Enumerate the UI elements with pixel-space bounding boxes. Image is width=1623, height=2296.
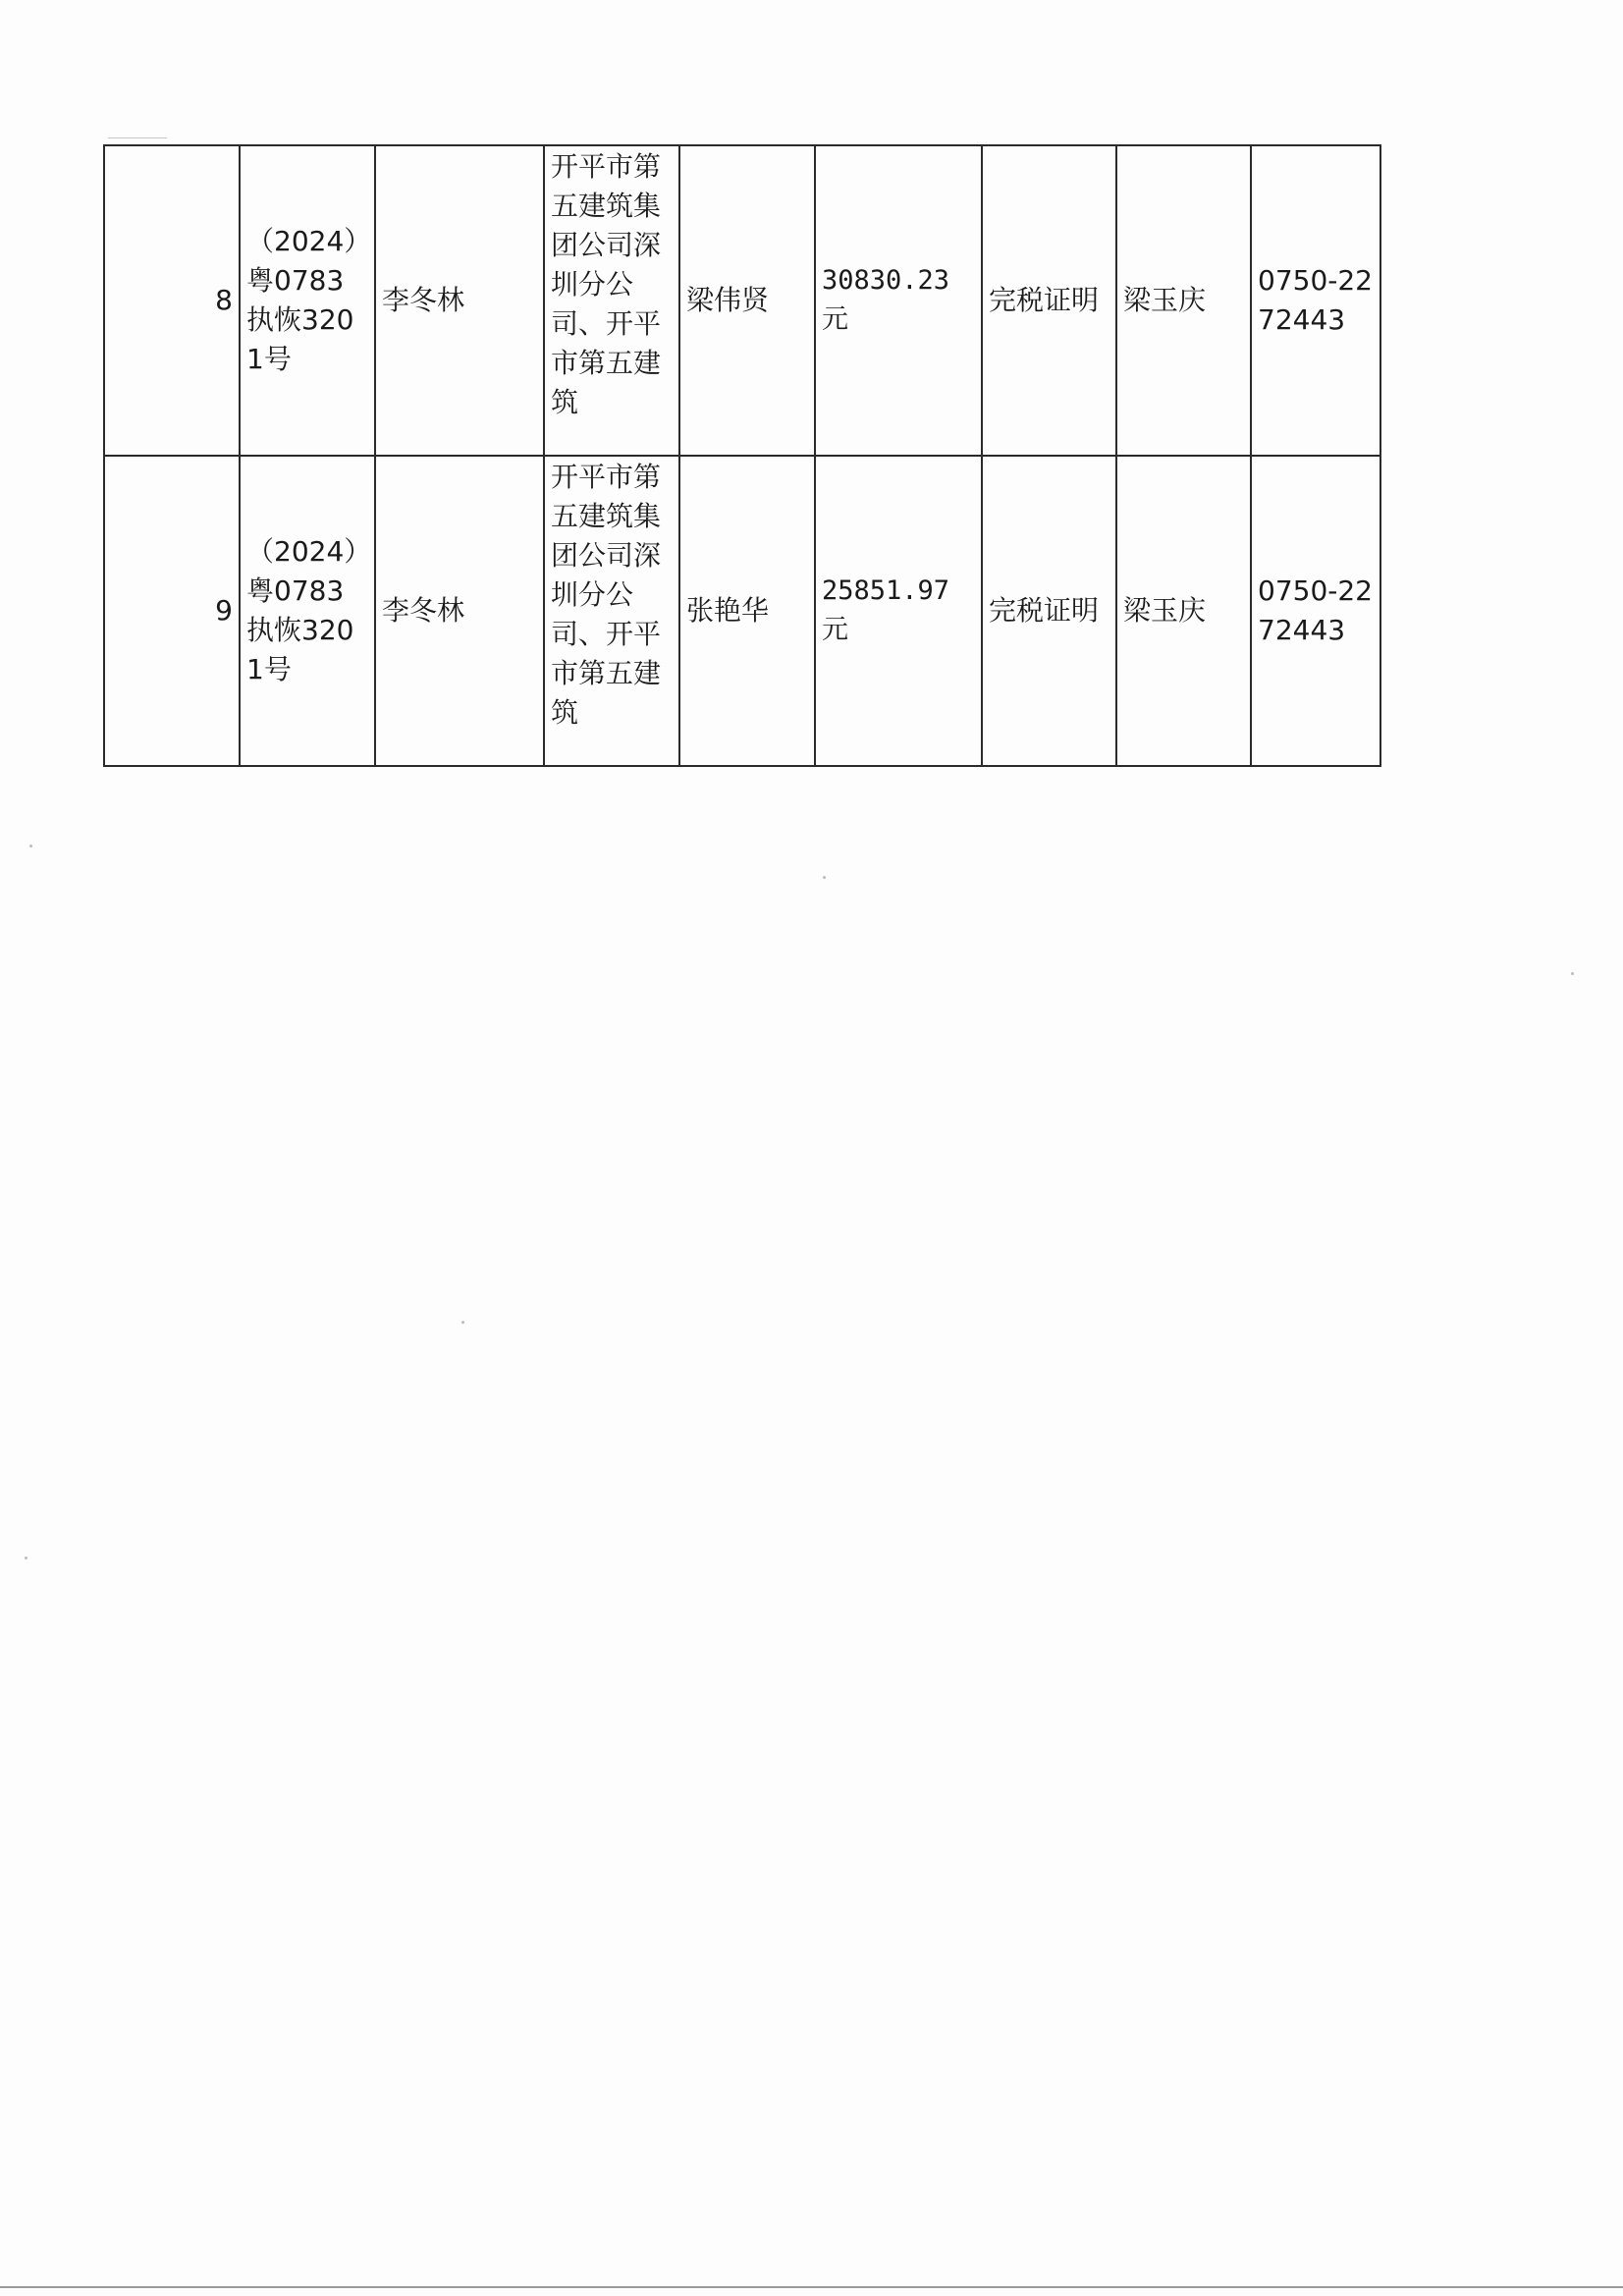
- scan-edge: [0, 2286, 1623, 2288]
- scan-speck: [461, 1321, 464, 1324]
- table-row: [104, 456, 1380, 766]
- row-index: 8: [104, 145, 240, 456]
- table-row: [104, 145, 1380, 456]
- scan-mark: [108, 137, 167, 138]
- case-number-cell: [240, 456, 375, 766]
- respondent-name: 开平市第五建筑集团公司深圳分公司、开平市第五建筑: [551, 150, 662, 418]
- amount-cell: [815, 145, 982, 456]
- scan-speck: [25, 1557, 27, 1559]
- row-index: 9: [104, 456, 240, 766]
- amount-value: 30830.23元: [822, 265, 950, 335]
- amount-value: 25851.97元: [822, 575, 950, 645]
- contact-person-cell: 梁玉庆: [1116, 456, 1251, 766]
- respondent-name: 开平市第五建筑集团公司深圳分公司、开平市第五建筑: [551, 461, 662, 729]
- applicant-cell: 李冬林: [375, 456, 544, 766]
- case-number-cell: [240, 145, 375, 456]
- phone-number: 0750-2272443: [1258, 264, 1373, 336]
- scan-speck: [1571, 972, 1574, 975]
- document-type-cell: 完税证明: [982, 456, 1116, 766]
- contact-person-cell: 梁玉庆: [1116, 145, 1251, 456]
- document-type-cell: 完税证明: [982, 145, 1116, 456]
- phone-cell: [1251, 456, 1380, 766]
- respondent-cell: [544, 145, 679, 456]
- phone-number: 0750-2272443: [1258, 574, 1373, 646]
- respondent-cell: [544, 456, 679, 766]
- applicant-cell: 李冬林: [375, 145, 544, 456]
- phone-cell: [1251, 145, 1380, 456]
- payee-cell: 张艳华: [679, 456, 815, 766]
- case-number: （2024）粤0783执恢3201号: [246, 225, 358, 375]
- amount-cell: [815, 456, 982, 766]
- case-table: [103, 144, 1381, 767]
- payee-cell: 梁伟贤: [679, 145, 815, 456]
- scan-speck: [29, 845, 32, 847]
- case-number: （2024）粤0783执恢3201号: [246, 535, 358, 685]
- scan-speck: [823, 876, 826, 879]
